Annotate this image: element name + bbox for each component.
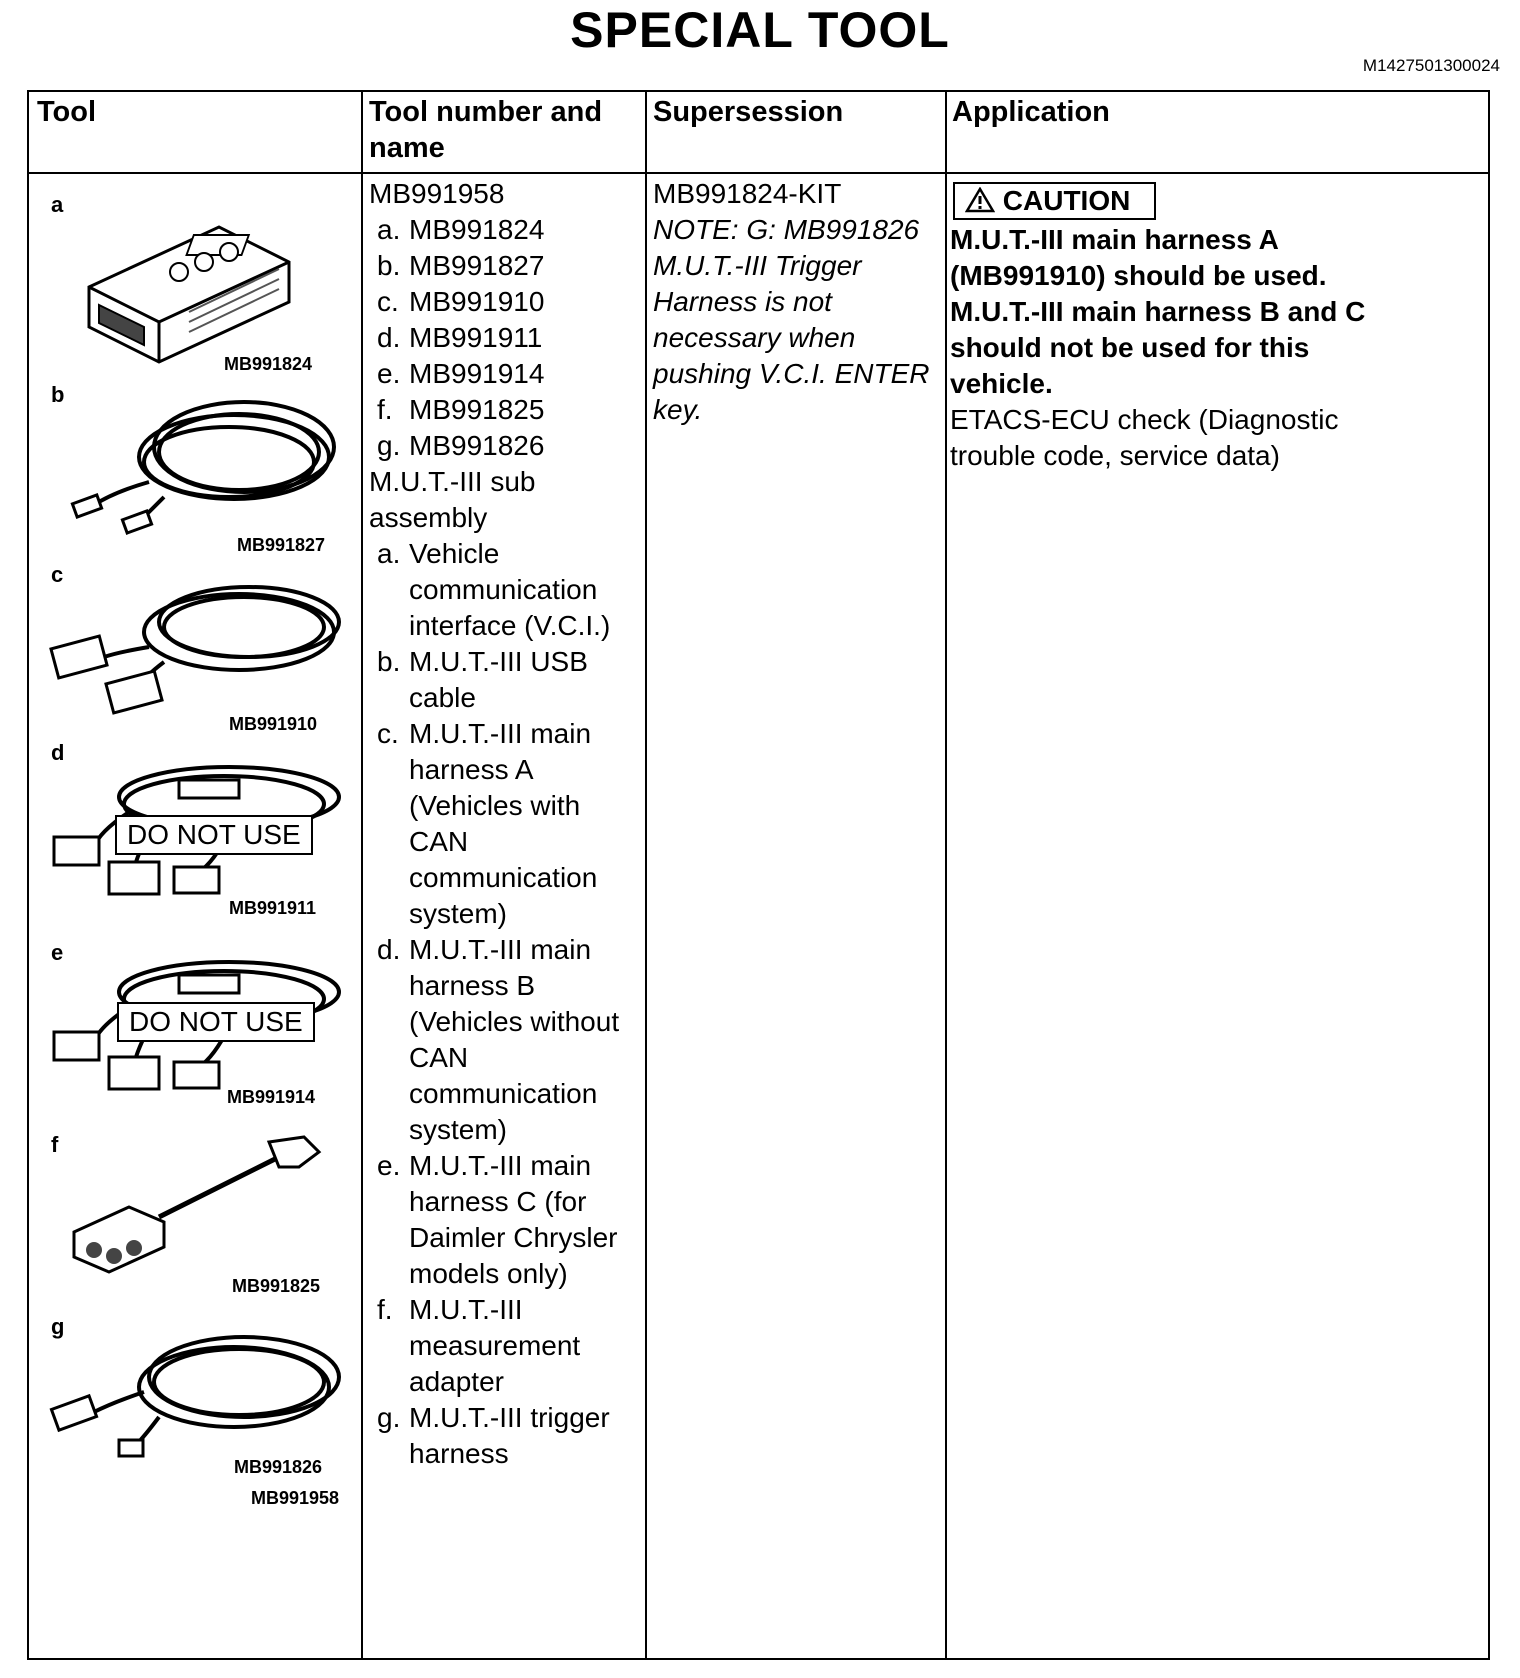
part-name-line: harness C (for <box>409 1186 587 1217</box>
supersession-note: NOTE: G: MB991826 M.U.T.-III Trigger Harness is not necessary when pushing V.C.I. ENTER key. <box>653 214 930 425</box>
part-name-line: communication <box>409 574 598 605</box>
part-name-line: harness A <box>409 754 534 785</box>
supersession-cell <box>653 176 941 428</box>
part-name-line: harness B <box>409 970 536 1001</box>
part-numbers-list <box>369 212 641 464</box>
part-number: MB991827 <box>409 250 545 281</box>
part-name-line: M.U.T.-III main <box>409 1150 592 1181</box>
part-number-row <box>369 428 641 464</box>
part-name-line: M.U.T.-III trigger <box>409 1402 610 1433</box>
part-name-line: M.U.T.-III USB <box>409 646 588 677</box>
tool-letter-e: e <box>51 940 64 965</box>
part-letter: g. <box>377 430 401 461</box>
part-letter: d. <box>377 934 401 965</box>
do-not-use-label-e: DO NOT USE <box>117 1002 315 1042</box>
caution-box <box>953 182 1156 220</box>
do-not-use-label-d: DO NOT USE <box>115 815 313 855</box>
main-harness-a-illustration <box>49 572 349 722</box>
tool-code-c: MB991910 <box>229 714 318 734</box>
part-letter: f. <box>377 394 393 425</box>
part-name-row <box>369 1400 641 1472</box>
part-name-line: M.U.T.-III <box>409 1294 523 1325</box>
part-number: MB991826 <box>409 430 545 461</box>
trigger-harness-illustration <box>49 1322 349 1472</box>
part-name-row <box>369 644 641 716</box>
part-letter: g. <box>377 1402 401 1433</box>
part-name-line: communication <box>409 862 598 893</box>
part-name-line: system) <box>409 1114 507 1145</box>
tool-code-a: MB991824 <box>224 354 313 374</box>
tool-kit-code: MB991958 <box>251 1488 340 1508</box>
part-letter: a. <box>377 214 401 245</box>
part-name-line: models only) <box>409 1258 568 1289</box>
part-number: MB991914 <box>409 358 545 389</box>
part-number-row <box>369 320 641 356</box>
tool-code-d: MB991911 <box>229 898 317 918</box>
tool-code-e: MB991914 <box>227 1087 316 1107</box>
header-divider <box>29 172 1488 174</box>
part-name-line: (Vehicles without <box>409 1006 620 1037</box>
part-name-line: communication <box>409 1078 598 1109</box>
part-letter: e. <box>377 358 401 389</box>
header-supersession: Supersession <box>653 96 844 128</box>
part-name-line: adapter <box>409 1366 504 1397</box>
part-name-row <box>369 1148 641 1292</box>
header-tool: Tool <box>37 96 97 128</box>
header-application: Application <box>952 96 1110 128</box>
column-divider <box>645 92 647 1658</box>
warning-triangle-icon <box>965 187 995 213</box>
caution-label: CAUTION <box>1002 185 1131 216</box>
part-number: MB991825 <box>409 394 545 425</box>
column-divider <box>361 92 363 1658</box>
part-name-row <box>369 932 641 1148</box>
part-names-list <box>369 536 641 1472</box>
part-letter: e. <box>377 1150 401 1181</box>
part-name-line: (Vehicles with <box>409 790 581 821</box>
tool-code-b: MB991827 <box>237 535 326 555</box>
part-name-line: cable <box>409 682 476 713</box>
part-number: MB991910 <box>409 286 545 317</box>
part-name-line: measurement <box>409 1330 581 1361</box>
part-letter: b. <box>377 646 401 677</box>
part-letter: c. <box>377 286 399 317</box>
tool-letter-f: f <box>51 1132 59 1157</box>
part-name-line: CAN <box>409 1042 469 1073</box>
tool-letter-b: b <box>51 382 65 407</box>
part-name-row <box>369 1292 641 1400</box>
tool-code-g: MB991826 <box>234 1457 323 1477</box>
special-tool-table <box>27 90 1490 1660</box>
vci-device-illustration <box>79 207 319 367</box>
tool-letter-a: a <box>51 192 64 217</box>
part-letter: d. <box>377 322 401 353</box>
sub-assembly-title: M.U.T.-III sub assembly <box>369 466 536 533</box>
part-number-row <box>369 284 641 320</box>
supersession-value: MB991824-KIT <box>653 178 842 209</box>
part-name-line: system) <box>409 898 507 929</box>
part-number-row <box>369 212 641 248</box>
part-name-row <box>369 536 641 644</box>
document-id: M1427501300024 <box>1362 56 1500 75</box>
part-name-line: Vehicle <box>409 538 500 569</box>
application-cell <box>950 176 1485 474</box>
part-number: MB991911 <box>409 322 543 353</box>
part-number-row <box>369 392 641 428</box>
tool-code-f: MB991825 <box>232 1276 321 1296</box>
part-number-row <box>369 356 641 392</box>
application-description: ETACS-ECU check (Diagnostic trouble code, service data) <box>950 404 1339 471</box>
tool-letter-c: c <box>51 562 64 587</box>
part-number: MB991824 <box>409 214 545 245</box>
page-title: SPECIAL TOOL <box>570 2 950 58</box>
part-letter: c. <box>377 718 399 749</box>
header-tool-number: Tool number and name <box>369 96 603 164</box>
part-name-line: interface (V.C.I.) <box>409 610 611 641</box>
part-name-line: Daimler Chrysler <box>409 1222 618 1253</box>
part-name-line: CAN <box>409 826 469 857</box>
part-letter: b. <box>377 250 401 281</box>
tool-number-cell <box>369 176 641 1472</box>
part-name-row <box>369 716 641 932</box>
part-name-line: harness <box>409 1438 509 1469</box>
part-name-line: M.U.T.-III main <box>409 934 592 965</box>
tool-letter-d: d <box>51 740 65 765</box>
tool-letter-g: g <box>51 1314 65 1339</box>
measurement-adapter-illustration <box>69 1132 329 1282</box>
part-letter: a. <box>377 538 401 569</box>
column-divider <box>945 92 947 1658</box>
caution-text: M.U.T.-III main harness A (MB991910) should be used. M.U.T.-III main harness B and C should not be used for this vehicle. <box>950 224 1366 399</box>
part-number-row <box>369 248 641 284</box>
part-letter: f. <box>377 1294 393 1325</box>
kit-number: MB991958 <box>369 178 505 209</box>
usb-cable-illustration <box>54 387 344 537</box>
part-name-line: M.U.T.-III main <box>409 718 592 749</box>
